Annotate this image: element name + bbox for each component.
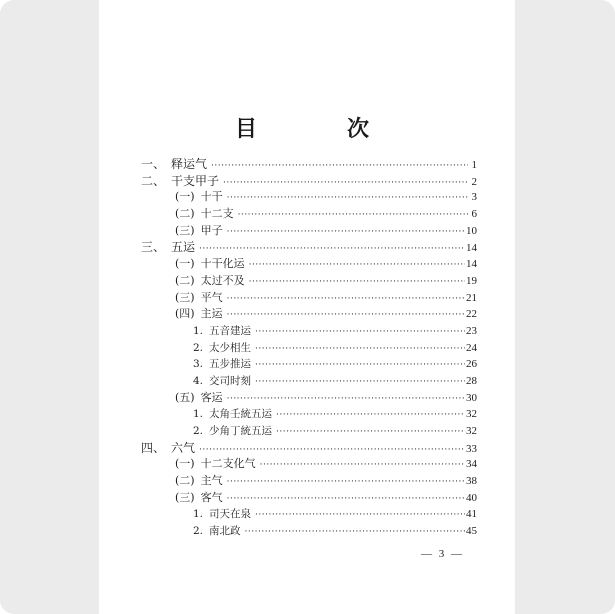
toc-page-number: 3 xyxy=(471,191,477,204)
toc-number: 二、 xyxy=(141,173,166,188)
toc-label: 太少相生 xyxy=(209,341,252,354)
toc-entry[interactable] xyxy=(141,373,477,390)
toc-page-number: 34 xyxy=(466,458,477,471)
toc-number: (一) xyxy=(175,257,195,271)
toc-label: 五步推运 xyxy=(209,358,252,371)
toc-entry[interactable] xyxy=(141,356,477,373)
toc-label: 十干 xyxy=(200,190,223,204)
toc-entry[interactable] xyxy=(141,340,477,357)
toc-label: 十二支化气 xyxy=(200,457,256,471)
toc-entry[interactable] xyxy=(141,390,477,407)
toc-label: 十二支 xyxy=(200,207,234,221)
toc-page-number: 22 xyxy=(466,308,477,321)
toc-number: (三) xyxy=(175,223,195,237)
page-title: 目 次 xyxy=(234,116,403,142)
toc-number: (一) xyxy=(175,457,195,471)
leader-dots xyxy=(227,291,465,308)
toc-number: (三) xyxy=(175,490,195,504)
toc-page-number: 38 xyxy=(466,475,477,488)
toc-label: 甲子 xyxy=(200,223,223,237)
leader-dots xyxy=(227,491,465,508)
leader-dots xyxy=(211,158,468,175)
toc-page-number: 10 xyxy=(466,224,477,237)
toc-page-number: 33 xyxy=(466,442,477,455)
leader-dots xyxy=(255,374,465,391)
toc-entry[interactable] xyxy=(141,173,477,190)
toc-page-number: 32 xyxy=(466,425,477,437)
toc-entry[interactable] xyxy=(141,156,477,173)
toc-entry[interactable] xyxy=(141,323,477,340)
toc-number: (三) xyxy=(175,290,195,304)
leader-dots xyxy=(227,190,468,207)
leader-dots xyxy=(255,507,465,524)
leader-dots xyxy=(227,474,465,491)
leader-dots xyxy=(255,324,465,341)
toc-number: 2. xyxy=(193,341,204,354)
toc-page-number: 28 xyxy=(466,374,477,387)
leader-dots xyxy=(260,457,465,474)
toc-number: 1. xyxy=(193,408,204,421)
toc-number: 4. xyxy=(193,374,204,387)
toc-entry[interactable] xyxy=(141,206,477,223)
toc-label: 主气 xyxy=(200,474,223,488)
leader-dots xyxy=(255,357,465,374)
leader-dots xyxy=(223,175,468,192)
leader-dots xyxy=(255,341,465,358)
toc-label: 平气 xyxy=(200,290,223,304)
toc-number: 1. xyxy=(193,324,204,337)
toc-label: 干支甲子 xyxy=(171,173,220,188)
toc-page-number: 21 xyxy=(466,291,477,304)
leader-dots xyxy=(276,424,465,441)
leader-dots xyxy=(276,407,465,424)
toc-entry[interactable] xyxy=(141,306,477,323)
toc-number: (二) xyxy=(175,474,195,488)
toc-label: 司天在泉 xyxy=(209,508,252,521)
toc-label: 南北政 xyxy=(209,525,241,538)
toc-label: 交司时刻 xyxy=(209,374,252,387)
toc-page-number: 14 xyxy=(466,242,477,255)
toc-entry[interactable] xyxy=(141,223,477,240)
toc-label: 客气 xyxy=(200,490,223,504)
toc-label: 释运气 xyxy=(171,157,208,171)
leader-dots xyxy=(227,307,465,324)
toc-page-number: 30 xyxy=(466,391,477,404)
toc-page-number: 14 xyxy=(466,258,477,271)
toc-label: 客运 xyxy=(200,390,223,404)
document-page xyxy=(99,0,515,614)
toc-page-number: 2 xyxy=(471,175,477,188)
toc-label: 五运 xyxy=(171,240,196,255)
toc-number: (四) xyxy=(175,307,195,321)
toc-page-number: 41 xyxy=(466,508,477,521)
toc-page-number: 19 xyxy=(466,274,477,287)
toc-entry[interactable] xyxy=(141,440,477,457)
leader-dots xyxy=(249,274,465,291)
toc-label: 六气 xyxy=(171,440,196,455)
toc-number: 2. xyxy=(193,525,204,538)
leader-dots xyxy=(245,524,465,541)
leader-dots xyxy=(227,391,465,408)
toc-entry[interactable] xyxy=(141,273,477,290)
toc-number: (一) xyxy=(175,190,195,204)
toc-entry[interactable] xyxy=(141,473,477,490)
leader-dots xyxy=(249,257,465,274)
toc-page-number: 45 xyxy=(466,525,477,538)
toc-number: (二) xyxy=(175,207,195,221)
toc-label: 五音建运 xyxy=(209,324,252,337)
toc-label: 主运 xyxy=(200,307,223,321)
toc-page-number: 32 xyxy=(466,408,477,421)
toc-label: 少角丁統五运 xyxy=(209,425,273,437)
toc-label: 十干化运 xyxy=(200,257,245,271)
toc-number: 一、 xyxy=(141,157,166,171)
toc-page-number: 23 xyxy=(466,324,477,337)
toc-number: 四、 xyxy=(141,440,166,455)
leader-dots xyxy=(227,224,465,241)
toc-entry[interactable] xyxy=(141,239,477,256)
toc-entry[interactable] xyxy=(141,406,477,423)
toc-label: 太过不及 xyxy=(200,273,245,287)
toc-page-number: 6 xyxy=(471,208,477,221)
toc-entry[interactable] xyxy=(141,523,477,540)
table-of-contents xyxy=(141,156,477,540)
toc-number: (五) xyxy=(175,390,195,404)
toc-entry[interactable] xyxy=(141,456,477,473)
toc-page-number: 1 xyxy=(471,159,477,171)
toc-entry[interactable] xyxy=(141,423,477,440)
leader-dots xyxy=(238,207,468,224)
toc-entry[interactable] xyxy=(141,189,477,206)
toc-number: (二) xyxy=(175,273,195,287)
toc-entry[interactable] xyxy=(141,506,477,523)
page-footer-number: — 3 — xyxy=(421,548,464,560)
toc-entry[interactable] xyxy=(141,490,477,507)
toc-page-number: 40 xyxy=(466,491,477,504)
toc-page-number: 24 xyxy=(466,341,477,354)
toc-number: 三、 xyxy=(141,240,166,255)
toc-entry[interactable] xyxy=(141,256,477,273)
toc-number: 3. xyxy=(193,358,204,371)
toc-entry[interactable] xyxy=(141,290,477,307)
toc-label: 太角壬統五运 xyxy=(209,408,273,421)
toc-number: 2. xyxy=(193,425,204,437)
toc-page-number: 26 xyxy=(466,358,477,371)
toc-number: 1. xyxy=(193,508,204,521)
